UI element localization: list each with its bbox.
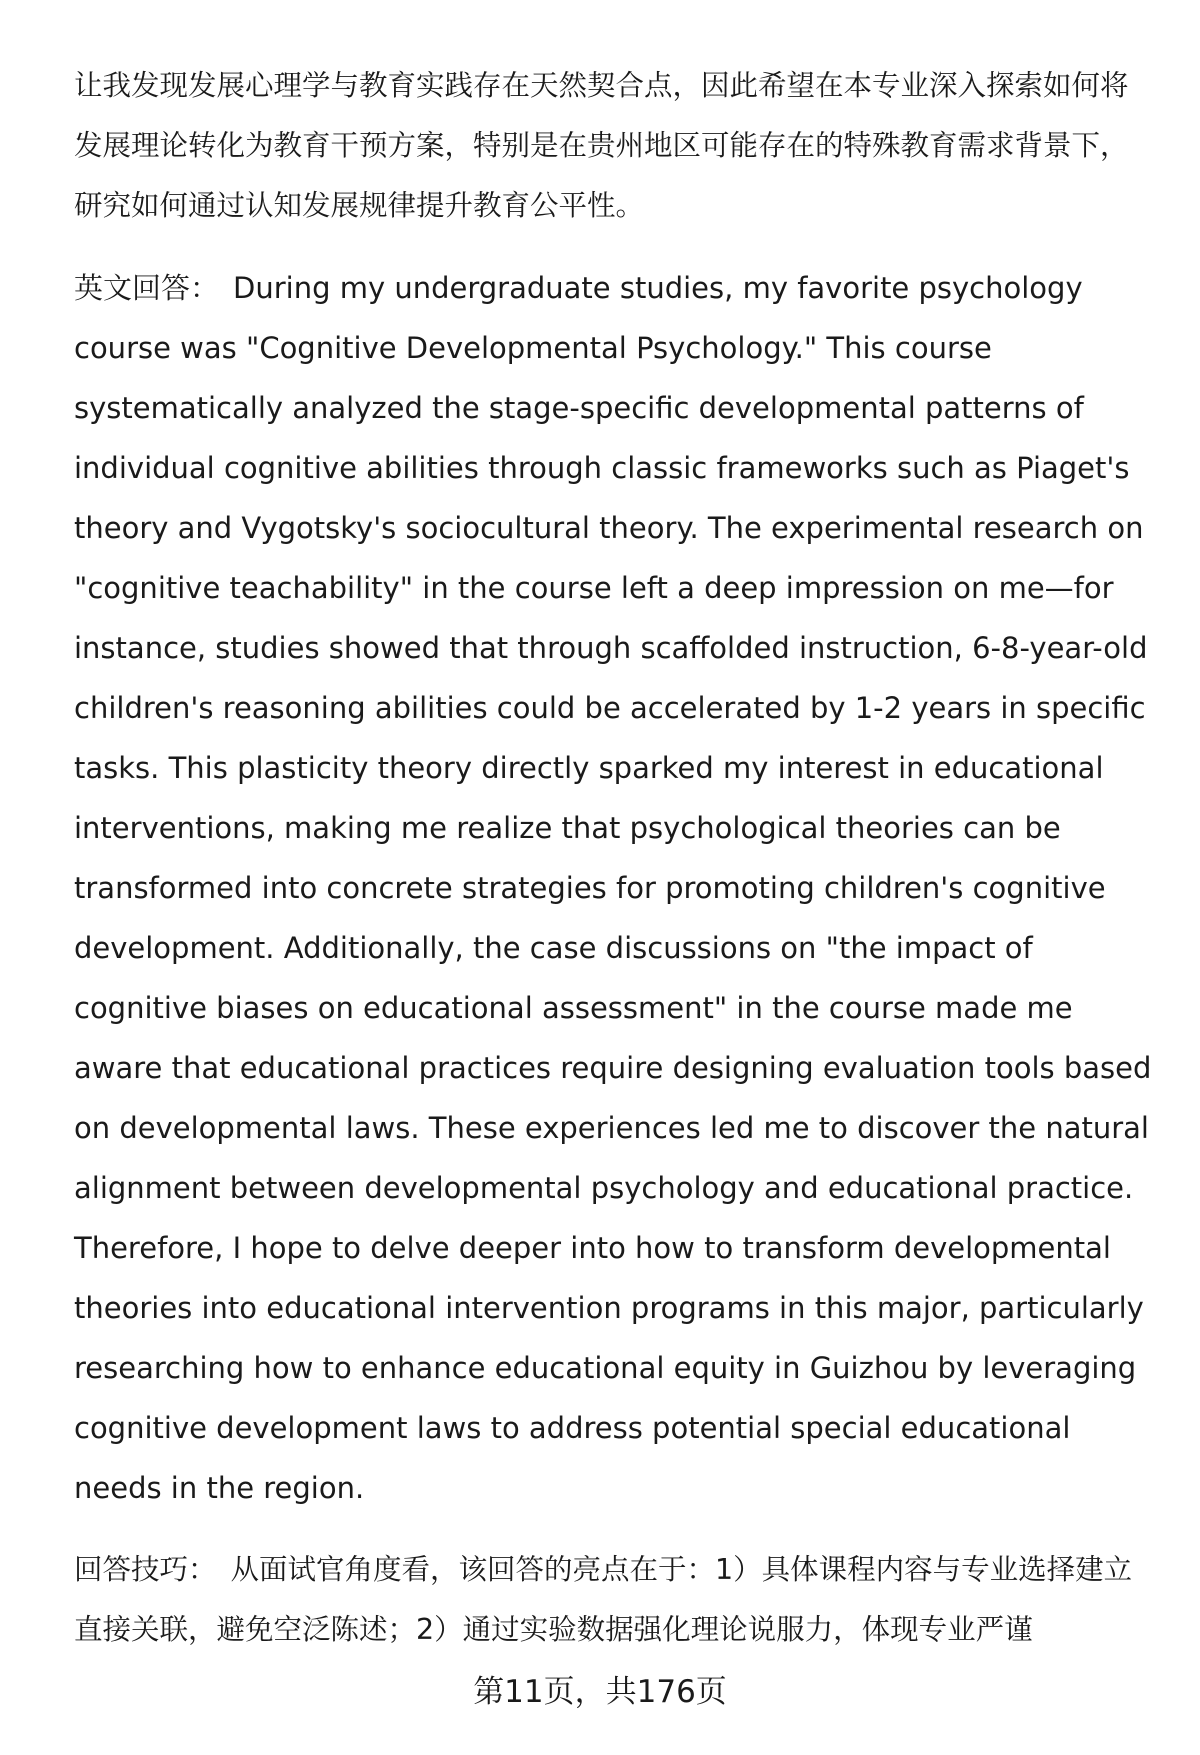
english-answer-paragraph: [74, 258, 1154, 1518]
paragraph-chinese-continuation: 让我发现发展心理学与教育实践存在天然契合点，因此希望在本专业深入探索如何将发展理论转化为教育干预方案，特别是在贵州地区可能存在的特殊教育需求背景下，研究如何通过认知发展规律提升教育公平性。: [74, 69, 1129, 222]
answer-tips-text: 从面试官角度看，该回答的亮点在于：1）具体课程内容与专业选择建立直接关联，避免空泛陈述；2）通过实验数据强化理论说服力，体现专业严谨: [74, 1553, 1133, 1646]
answer-tips-paragraph: [74, 1540, 1154, 1660]
english-answer-text: During my undergraduate studies, my favorite psychology course was "Cognitive Developmental Psychology." This course systematically analyzed the stage-specific developmental patterns of individual cognitive abilities through classic frameworks such as Piaget's theory and Vygotsky's sociocultural theory. The experimental research on "cognitive teachability" in the course left a deep impression on me—for instance, studies showed that through scaffolded instruction, 6-8-year-old children's reasoning abilities could be accelerated by 1-2 years in specific tasks. This plasticity theory directly sparked my interest in educational interventions, making me realize that psychological theories can be transformed into concrete strategies for promoting children's cognitive development. Additionally, the case discussions on "the impact of cognitive biases on educational assessment" in the course made me aware that educational practices require designing evaluation tools based on developmental laws. These experiences led me to discover the natural alignment between developmental psychology and educational practice. Therefore, I hope to delve deeper into how to transform developmental theories into educational intervention programs in this major, particularly researching how to enhance educational equity in Guizhou by leveraging cognitive development laws to address potential special educational needs in the region.: [74, 271, 1152, 1505]
page-number-footer: 第11页，共176页: [473, 1674, 727, 1710]
answer-tips-label: 回答技巧：: [74, 1553, 217, 1586]
english-answer-label: 英文回答：: [74, 271, 220, 305]
document-body: [74, 56, 1154, 1660]
